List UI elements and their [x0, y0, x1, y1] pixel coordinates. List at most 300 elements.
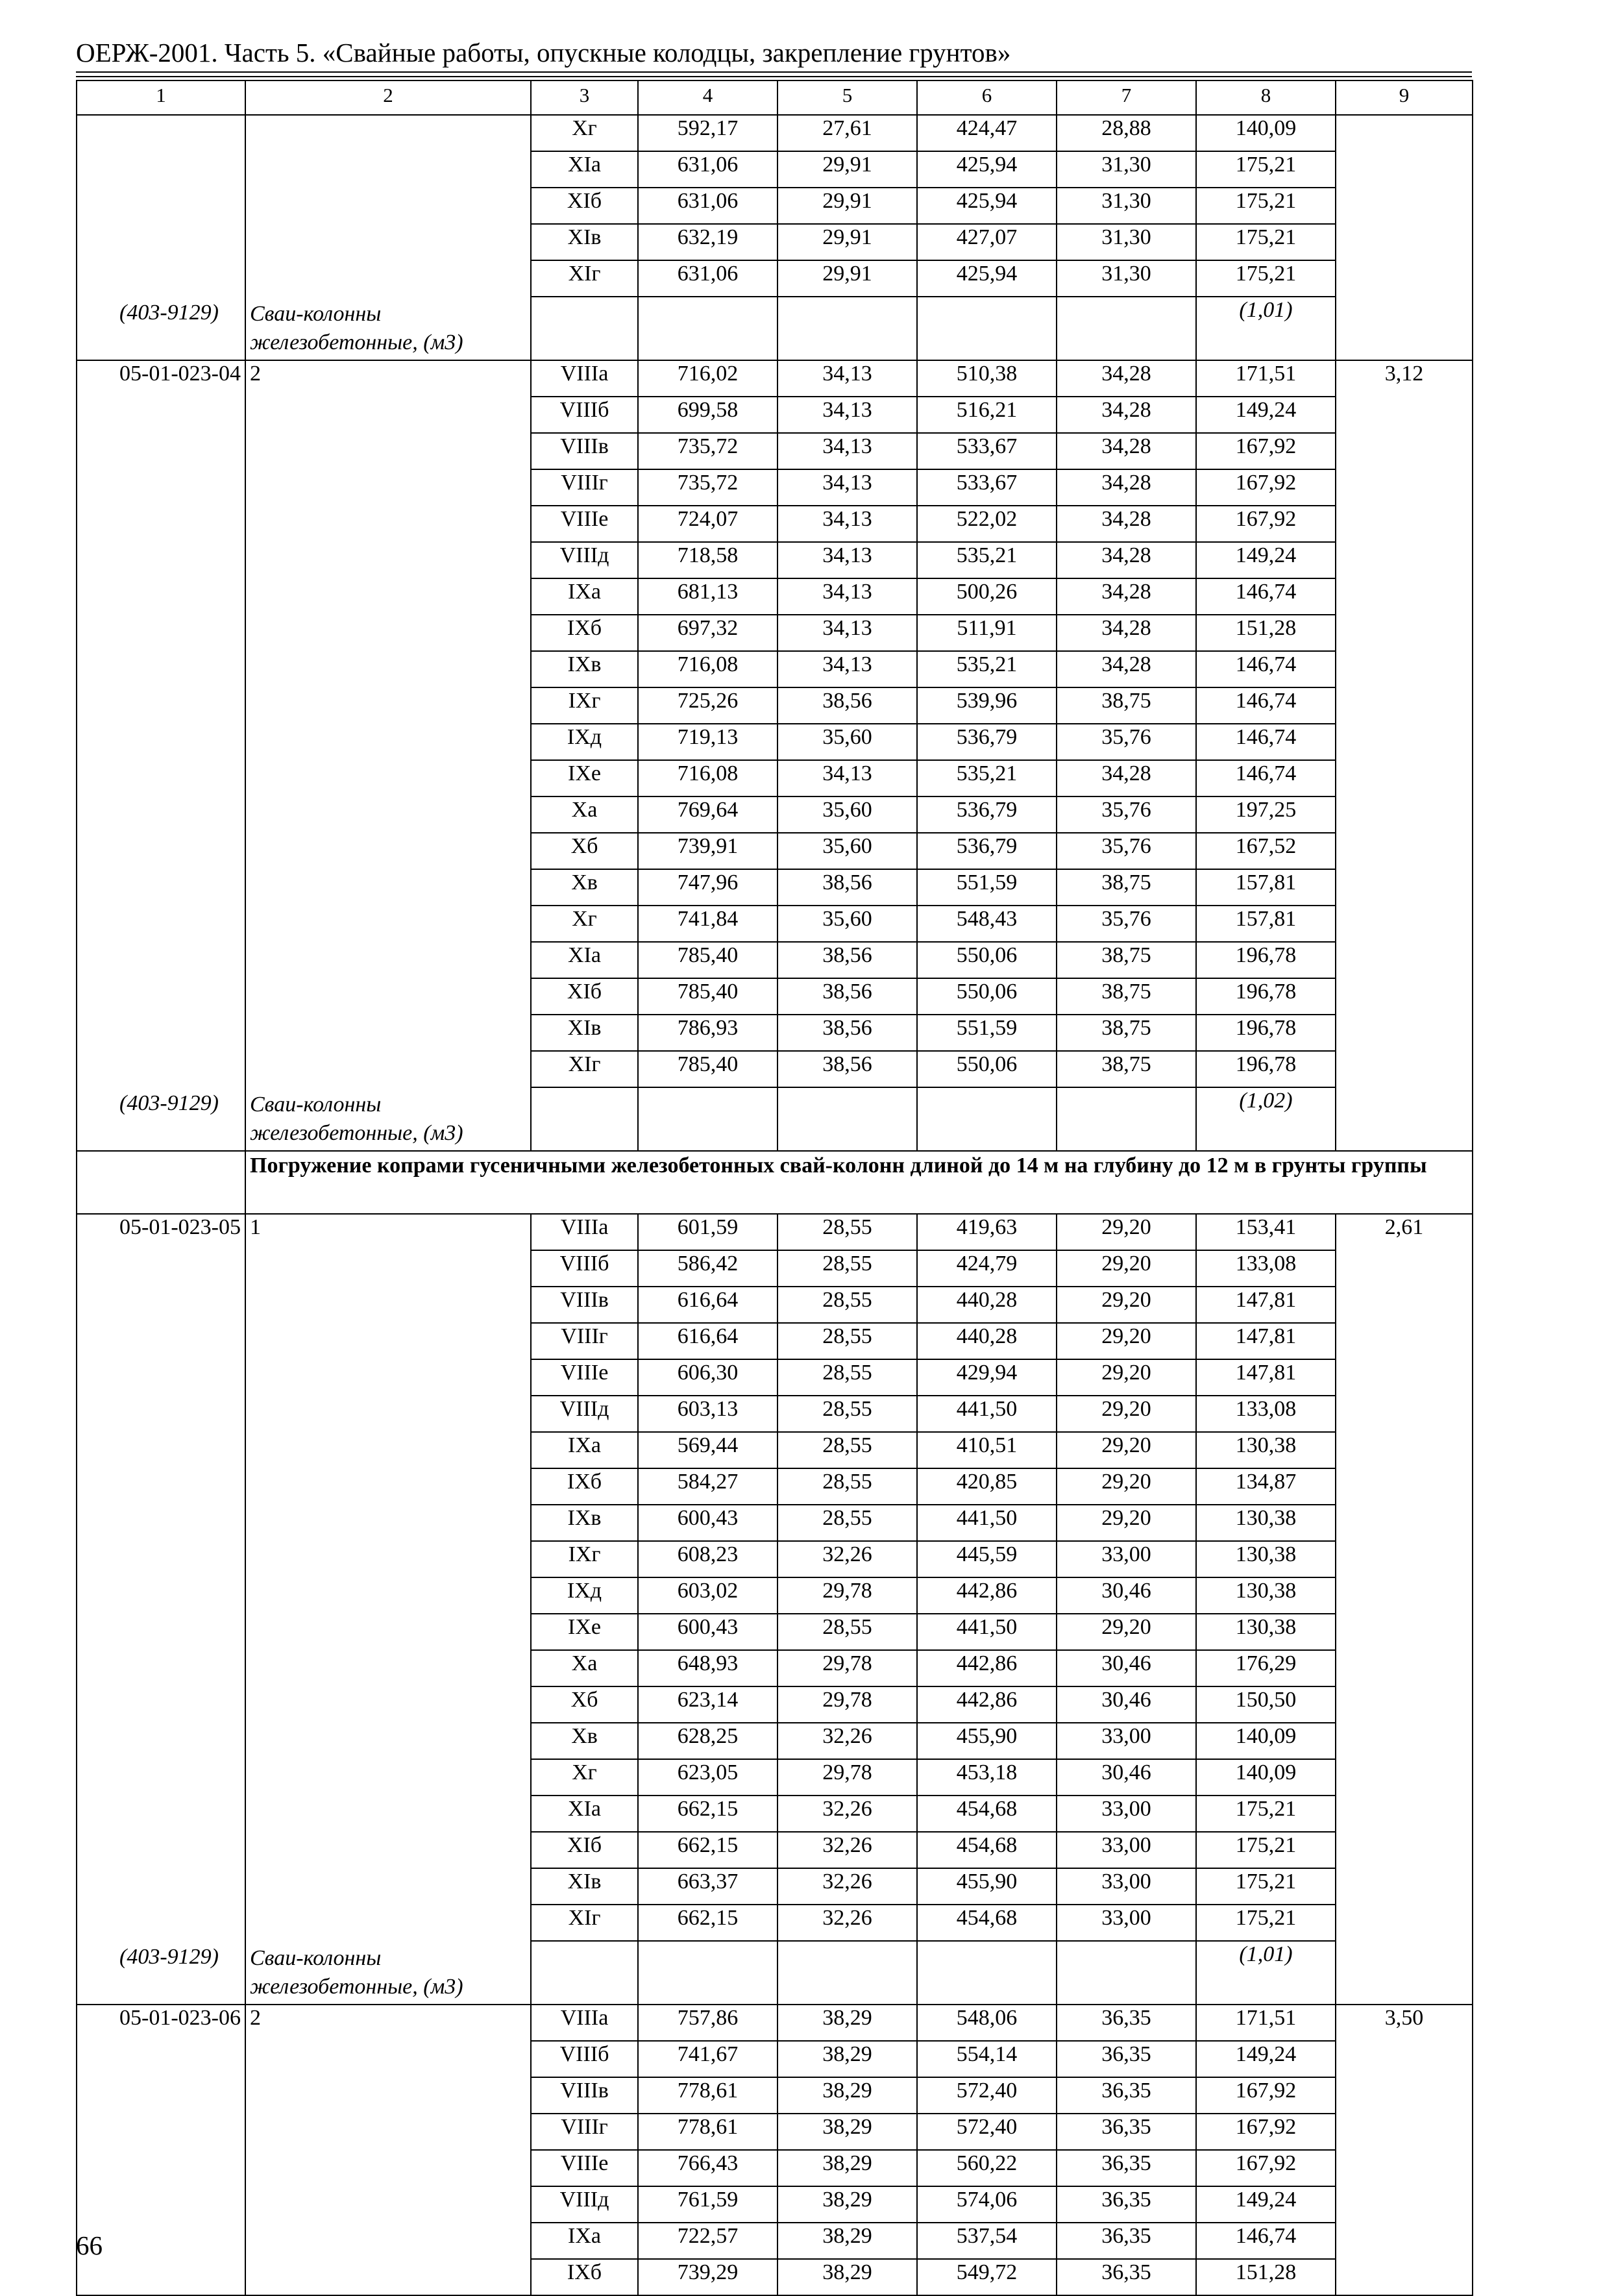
value-cell: 175,21 — [1196, 1832, 1336, 1868]
material-blank-cell — [917, 1087, 1057, 1151]
value-cell: 442,86 — [917, 1650, 1057, 1686]
value-cell: 147,81 — [1196, 1287, 1336, 1323]
soil-category: XIа — [531, 1796, 638, 1832]
value-cell: 28,55 — [777, 1359, 917, 1396]
value-cell: 550,06 — [917, 942, 1057, 978]
value-cell: 741,67 — [638, 2041, 777, 2077]
col9-cell — [1336, 1214, 1473, 2005]
value-cell: 34,28 — [1057, 615, 1196, 651]
value-cell: 175,21 — [1196, 1796, 1336, 1832]
soil-category: XIб — [531, 188, 638, 224]
group-label: 2 — [250, 362, 261, 386]
soil-category: IXа — [531, 578, 638, 615]
material-blank-cell — [1057, 1087, 1196, 1151]
value-cell: 36,35 — [1057, 2223, 1196, 2259]
value-cell: 30,46 — [1057, 1759, 1196, 1796]
value-cell: 153,41 — [1196, 1214, 1336, 1250]
section-title-row — [77, 1151, 1473, 1214]
material-coef: (1,01) — [1196, 297, 1336, 360]
value-cell: 735,72 — [638, 433, 777, 469]
value-cell: 425,94 — [917, 188, 1057, 224]
value-cell: 785,40 — [638, 942, 777, 978]
value-cell: 130,38 — [1196, 1432, 1336, 1468]
soil-category: VIIIг — [531, 469, 638, 506]
value-cell: 662,15 — [638, 1905, 777, 1941]
value-cell: 167,92 — [1196, 469, 1336, 506]
value-cell: 33,00 — [1057, 1832, 1196, 1868]
material-blank-cell — [531, 1941, 638, 2005]
value-cell: 536,79 — [917, 724, 1057, 760]
value-cell: 550,06 — [917, 978, 1057, 1015]
soil-category: XIв — [531, 1015, 638, 1051]
value-cell: 574,06 — [917, 2186, 1057, 2223]
value-cell: 539,96 — [917, 687, 1057, 724]
value-cell: 38,29 — [777, 2005, 917, 2041]
soil-category: Ха — [531, 796, 638, 833]
value-cell: 167,92 — [1196, 2150, 1336, 2186]
value-cell: 196,78 — [1196, 1051, 1336, 1087]
value-cell: 130,38 — [1196, 1614, 1336, 1650]
soil-category: VIIIб — [531, 397, 638, 433]
value-cell: 146,74 — [1196, 578, 1336, 615]
value-cell: 34,13 — [777, 433, 917, 469]
value-cell: 511,91 — [917, 615, 1057, 651]
value-cell: 442,86 — [917, 1686, 1057, 1723]
value-cell: 28,55 — [777, 1250, 917, 1287]
header-rule-top — [76, 71, 1472, 73]
value-cell: 28,55 — [777, 1396, 917, 1432]
value-cell: 427,07 — [917, 224, 1057, 260]
soil-category: VIIIа — [531, 360, 638, 397]
value-cell: 34,13 — [777, 578, 917, 615]
value-cell: 31,30 — [1057, 188, 1196, 224]
soil-category: VIIIв — [531, 433, 638, 469]
value-cell: 38,75 — [1057, 869, 1196, 906]
value-cell: 623,05 — [638, 1759, 777, 1796]
value-cell: 35,76 — [1057, 724, 1196, 760]
value-cell: 146,74 — [1196, 2223, 1336, 2259]
value-cell: 29,91 — [777, 151, 917, 188]
soil-category: IXв — [531, 651, 638, 687]
col9-cell — [1336, 115, 1473, 360]
value-cell: 38,29 — [777, 2259, 917, 2295]
value-cell: 147,81 — [1196, 1359, 1336, 1396]
value-cell: 149,24 — [1196, 542, 1336, 578]
value-cell: 167,92 — [1196, 2114, 1336, 2150]
value-cell: 167,92 — [1196, 433, 1336, 469]
value-cell: 38,29 — [777, 2186, 917, 2223]
reference-code: (403-9129) — [119, 1091, 219, 1115]
column-number: 7 — [1057, 80, 1196, 115]
value-cell: 29,91 — [777, 188, 917, 224]
value-cell: 38,56 — [777, 978, 917, 1015]
reference-code: (403-9129) — [119, 301, 219, 325]
value-cell: 30,46 — [1057, 1650, 1196, 1686]
value-cell: 146,74 — [1196, 760, 1336, 796]
value-cell: 28,55 — [777, 1468, 917, 1505]
value-cell: 38,56 — [777, 1051, 917, 1087]
value-cell: 441,50 — [917, 1396, 1057, 1432]
value-cell: 761,59 — [638, 2186, 777, 2223]
value-cell: 38,56 — [777, 942, 917, 978]
column-number: 2 — [245, 80, 531, 115]
material-name: Сваи-колонны железобетонные, (м3) — [250, 302, 463, 354]
value-cell: 455,90 — [917, 1723, 1057, 1759]
material-blank-cell — [1057, 297, 1196, 360]
value-cell: 36,35 — [1057, 2186, 1196, 2223]
value-cell: 778,61 — [638, 2114, 777, 2150]
value-cell: 420,85 — [917, 1468, 1057, 1505]
value-cell: 718,58 — [638, 542, 777, 578]
material-name: Сваи-колонны железобетонные, (м3) — [250, 1092, 463, 1145]
soil-category: VIIIе — [531, 506, 638, 542]
value-cell: 38,75 — [1057, 1051, 1196, 1087]
value-cell: 785,40 — [638, 1051, 777, 1087]
value-cell: 175,21 — [1196, 188, 1336, 224]
value-cell: 167,92 — [1196, 506, 1336, 542]
column-number: 6 — [917, 80, 1057, 115]
value-cell: 600,43 — [638, 1614, 777, 1650]
value-cell: 38,56 — [777, 869, 917, 906]
value-cell: 569,44 — [638, 1432, 777, 1468]
value-cell: 29,20 — [1057, 1432, 1196, 1468]
value-cell: 36,35 — [1057, 2041, 1196, 2077]
value-cell: 601,59 — [638, 1214, 777, 1250]
value-cell: 38,29 — [777, 2114, 917, 2150]
soil-category: Ха — [531, 1650, 638, 1686]
value-cell: 171,51 — [1196, 360, 1336, 397]
value-cell: 29,20 — [1057, 1505, 1196, 1541]
value-cell: 134,87 — [1196, 1468, 1336, 1505]
value-cell: 32,26 — [777, 1905, 917, 1941]
value-cell: 724,07 — [638, 506, 777, 542]
value-cell: 425,94 — [917, 151, 1057, 188]
soil-category: IXб — [531, 1468, 638, 1505]
value-cell: 766,43 — [638, 2150, 777, 2186]
value-cell: 648,93 — [638, 1650, 777, 1686]
value-cell: 592,17 — [638, 115, 777, 151]
soil-category: VIIIд — [531, 1396, 638, 1432]
value-cell: 34,13 — [777, 506, 917, 542]
material-blank-cell — [638, 297, 777, 360]
value-cell: 157,81 — [1196, 869, 1336, 906]
value-cell: 176,29 — [1196, 1650, 1336, 1686]
soil-category: XIв — [531, 1868, 638, 1905]
value-cell: 631,06 — [638, 188, 777, 224]
value-cell: 36,35 — [1057, 2259, 1196, 2295]
value-cell: 146,74 — [1196, 687, 1336, 724]
value-cell: 31,30 — [1057, 151, 1196, 188]
value-cell: 146,74 — [1196, 724, 1336, 760]
soil-category: XIб — [531, 978, 638, 1015]
soil-category: Хб — [531, 1686, 638, 1723]
value-cell: 32,26 — [777, 1868, 917, 1905]
value-cell: 719,13 — [638, 724, 777, 760]
material-blank-cell — [917, 1941, 1057, 2005]
value-cell: 29,20 — [1057, 1396, 1196, 1432]
value-cell: 33,00 — [1057, 1723, 1196, 1759]
value-cell: 29,20 — [1057, 1359, 1196, 1396]
value-cell: 33,00 — [1057, 1905, 1196, 1941]
col9-cell — [1336, 2005, 1473, 2295]
value-cell: 586,42 — [638, 1250, 777, 1287]
value-cell: 535,21 — [917, 542, 1057, 578]
value-cell: 29,78 — [777, 1577, 917, 1614]
label-cell — [245, 1214, 531, 2005]
value-cell: 697,32 — [638, 615, 777, 651]
table-row — [77, 115, 1473, 151]
value-cell: 533,67 — [917, 433, 1057, 469]
soil-category: IXд — [531, 724, 638, 760]
code-cell — [77, 115, 245, 360]
value-cell: 197,25 — [1196, 796, 1336, 833]
value-cell: 36,35 — [1057, 2150, 1196, 2186]
value-cell: 536,79 — [917, 796, 1057, 833]
page-header: ОЕРЖ-2001. Часть 5. «Свайные работы, опускные колодцы, закрепление грунтов» — [76, 38, 1011, 68]
soil-category: IXа — [531, 1432, 638, 1468]
section-title-blank — [77, 1151, 245, 1214]
value-cell: 716,08 — [638, 760, 777, 796]
header-rule-bottom — [76, 76, 1472, 77]
value-cell: 36,35 — [1057, 2114, 1196, 2150]
column-number: 9 — [1336, 80, 1473, 115]
value-cell: 725,26 — [638, 687, 777, 724]
value-cell: 606,30 — [638, 1359, 777, 1396]
value-cell: 662,15 — [638, 1796, 777, 1832]
value-cell: 424,47 — [917, 115, 1057, 151]
value-cell: 149,24 — [1196, 397, 1336, 433]
value-cell: 535,21 — [917, 651, 1057, 687]
value-cell: 38,29 — [777, 2223, 917, 2259]
value-cell: 548,43 — [917, 906, 1057, 942]
value-cell: 34,28 — [1057, 542, 1196, 578]
section-title: Погружение копрами гусеничными железобетонных свай-колонн длиной до 14 м на глубину до 12 м в грунты группы — [245, 1151, 1473, 1214]
rate-code: 05-01-023-06 — [119, 2006, 241, 2030]
value-cell: 600,43 — [638, 1505, 777, 1541]
value-cell: 454,68 — [917, 1796, 1057, 1832]
value-cell: 769,64 — [638, 796, 777, 833]
value-cell: 453,18 — [917, 1759, 1057, 1796]
value-cell: 34,28 — [1057, 760, 1196, 796]
value-cell: 34,13 — [777, 397, 917, 433]
value-cell: 554,14 — [917, 2041, 1057, 2077]
col9-value: 3,50 — [1384, 2006, 1424, 2030]
rates-table — [76, 80, 1473, 2296]
value-cell: 196,78 — [1196, 942, 1336, 978]
value-cell: 38,56 — [777, 1015, 917, 1051]
value-cell: 130,38 — [1196, 1505, 1336, 1541]
value-cell: 716,02 — [638, 360, 777, 397]
value-cell: 662,15 — [638, 1832, 777, 1868]
soil-category: Хг — [531, 1759, 638, 1796]
value-cell: 33,00 — [1057, 1868, 1196, 1905]
value-cell: 29,20 — [1057, 1250, 1196, 1287]
material-blank-cell — [638, 1941, 777, 2005]
value-cell: 29,91 — [777, 224, 917, 260]
value-cell: 29,20 — [1057, 1323, 1196, 1359]
soil-category: VIIIг — [531, 2114, 638, 2150]
value-cell: 34,13 — [777, 360, 917, 397]
soil-category: IXв — [531, 1505, 638, 1541]
value-cell: 441,50 — [917, 1505, 1057, 1541]
value-cell: 149,24 — [1196, 2041, 1336, 2077]
value-cell: 167,52 — [1196, 833, 1336, 869]
value-cell: 150,50 — [1196, 1686, 1336, 1723]
value-cell: 130,38 — [1196, 1577, 1336, 1614]
soil-category: IXд — [531, 1577, 638, 1614]
page-number: 66 — [76, 2230, 103, 2260]
value-cell: 735,72 — [638, 469, 777, 506]
value-cell: 739,91 — [638, 833, 777, 869]
value-cell: 440,28 — [917, 1323, 1057, 1359]
value-cell: 548,06 — [917, 2005, 1057, 2041]
value-cell: 34,13 — [777, 615, 917, 651]
soil-category: VIIIб — [531, 2041, 638, 2077]
value-cell: 130,38 — [1196, 1541, 1336, 1577]
value-cell: 425,94 — [917, 260, 1057, 297]
value-cell: 34,28 — [1057, 433, 1196, 469]
value-cell: 28,55 — [777, 1614, 917, 1650]
material-blank-cell — [777, 1087, 917, 1151]
soil-category: VIIIа — [531, 1214, 638, 1250]
table-row — [77, 2005, 1473, 2041]
value-cell: 424,79 — [917, 1250, 1057, 1287]
soil-category: VIIIе — [531, 2150, 638, 2186]
value-cell: 786,93 — [638, 1015, 777, 1051]
value-cell: 533,67 — [917, 469, 1057, 506]
material-coef: (1,01) — [1196, 1941, 1336, 2005]
soil-category: XIг — [531, 1051, 638, 1087]
value-cell: 38,75 — [1057, 978, 1196, 1015]
value-cell: 35,76 — [1057, 906, 1196, 942]
value-cell: 441,50 — [917, 1614, 1057, 1650]
value-cell: 716,08 — [638, 651, 777, 687]
value-cell: 34,13 — [777, 651, 917, 687]
value-cell: 34,13 — [777, 542, 917, 578]
value-cell: 31,30 — [1057, 224, 1196, 260]
column-number: 8 — [1196, 80, 1336, 115]
group-label: 1 — [250, 1215, 261, 1239]
value-cell: 35,60 — [777, 724, 917, 760]
value-cell: 133,08 — [1196, 1250, 1336, 1287]
value-cell: 38,29 — [777, 2041, 917, 2077]
value-cell: 536,79 — [917, 833, 1057, 869]
value-cell: 35,76 — [1057, 796, 1196, 833]
value-cell: 35,60 — [777, 906, 917, 942]
value-cell: 572,40 — [917, 2077, 1057, 2114]
value-cell: 32,26 — [777, 1796, 917, 1832]
value-cell: 29,91 — [777, 260, 917, 297]
soil-category: XIб — [531, 1832, 638, 1868]
value-cell: 35,76 — [1057, 833, 1196, 869]
soil-category: VIIIд — [531, 2186, 638, 2223]
soil-category: Хб — [531, 833, 638, 869]
column-number: 3 — [531, 80, 638, 115]
soil-category: IXе — [531, 1614, 638, 1650]
value-cell: 522,02 — [917, 506, 1057, 542]
soil-category: IXг — [531, 687, 638, 724]
material-blank-cell — [917, 297, 1057, 360]
value-cell: 38,56 — [777, 687, 917, 724]
value-cell: 35,60 — [777, 796, 917, 833]
value-cell: 616,64 — [638, 1323, 777, 1359]
value-cell: 33,00 — [1057, 1541, 1196, 1577]
value-cell: 28,55 — [777, 1287, 917, 1323]
value-cell: 33,00 — [1057, 1796, 1196, 1832]
value-cell: 778,61 — [638, 2077, 777, 2114]
value-cell: 29,78 — [777, 1686, 917, 1723]
value-cell: 29,20 — [1057, 1287, 1196, 1323]
value-cell: 757,86 — [638, 2005, 777, 2041]
material-blank-cell — [1057, 1941, 1196, 2005]
value-cell: 722,57 — [638, 2223, 777, 2259]
value-cell: 500,26 — [917, 578, 1057, 615]
column-number: 5 — [777, 80, 917, 115]
value-cell: 133,08 — [1196, 1396, 1336, 1432]
value-cell: 445,59 — [917, 1541, 1057, 1577]
value-cell: 584,27 — [638, 1468, 777, 1505]
col9-cell — [1336, 360, 1473, 1151]
value-cell: 38,75 — [1057, 942, 1196, 978]
value-cell: 140,09 — [1196, 1759, 1336, 1796]
value-cell: 608,23 — [638, 1541, 777, 1577]
value-cell: 560,22 — [917, 2150, 1057, 2186]
value-cell: 603,13 — [638, 1396, 777, 1432]
value-cell: 410,51 — [917, 1432, 1057, 1468]
column-number-row — [77, 80, 1473, 115]
value-cell: 747,96 — [638, 869, 777, 906]
value-cell: 140,09 — [1196, 115, 1336, 151]
value-cell: 454,68 — [917, 1905, 1057, 1941]
value-cell: 34,13 — [777, 760, 917, 796]
value-cell: 28,55 — [777, 1214, 917, 1250]
soil-category: XIв — [531, 224, 638, 260]
rate-code: 05-01-023-04 — [119, 362, 241, 386]
value-cell: 32,26 — [777, 1541, 917, 1577]
material-blank-cell — [777, 1941, 917, 2005]
soil-category: IXе — [531, 760, 638, 796]
value-cell: 34,28 — [1057, 506, 1196, 542]
value-cell: 551,59 — [917, 1015, 1057, 1051]
table-row — [77, 1214, 1473, 1250]
soil-category: VIIIа — [531, 2005, 638, 2041]
value-cell: 34,28 — [1057, 360, 1196, 397]
value-cell: 663,37 — [638, 1868, 777, 1905]
value-cell: 38,75 — [1057, 687, 1196, 724]
value-cell: 28,55 — [777, 1505, 917, 1541]
value-cell: 510,38 — [917, 360, 1057, 397]
value-cell: 38,29 — [777, 2150, 917, 2186]
value-cell: 34,13 — [777, 469, 917, 506]
value-cell: 699,58 — [638, 397, 777, 433]
material-blank-cell — [777, 297, 917, 360]
value-cell: 175,21 — [1196, 260, 1336, 297]
value-cell: 196,78 — [1196, 1015, 1336, 1051]
value-cell: 551,59 — [917, 869, 1057, 906]
soil-category: VIIIв — [531, 1287, 638, 1323]
table-row — [77, 360, 1473, 397]
material-coef: (1,02) — [1196, 1087, 1336, 1151]
value-cell: 151,28 — [1196, 615, 1336, 651]
soil-category: VIIIг — [531, 1323, 638, 1359]
soil-category: VIIIв — [531, 2077, 638, 2114]
value-cell: 32,26 — [777, 1832, 917, 1868]
value-cell: 29,78 — [777, 1650, 917, 1686]
value-cell: 34,28 — [1057, 397, 1196, 433]
value-cell: 28,55 — [777, 1432, 917, 1468]
value-cell: 140,09 — [1196, 1723, 1336, 1759]
label-cell — [245, 360, 531, 1151]
